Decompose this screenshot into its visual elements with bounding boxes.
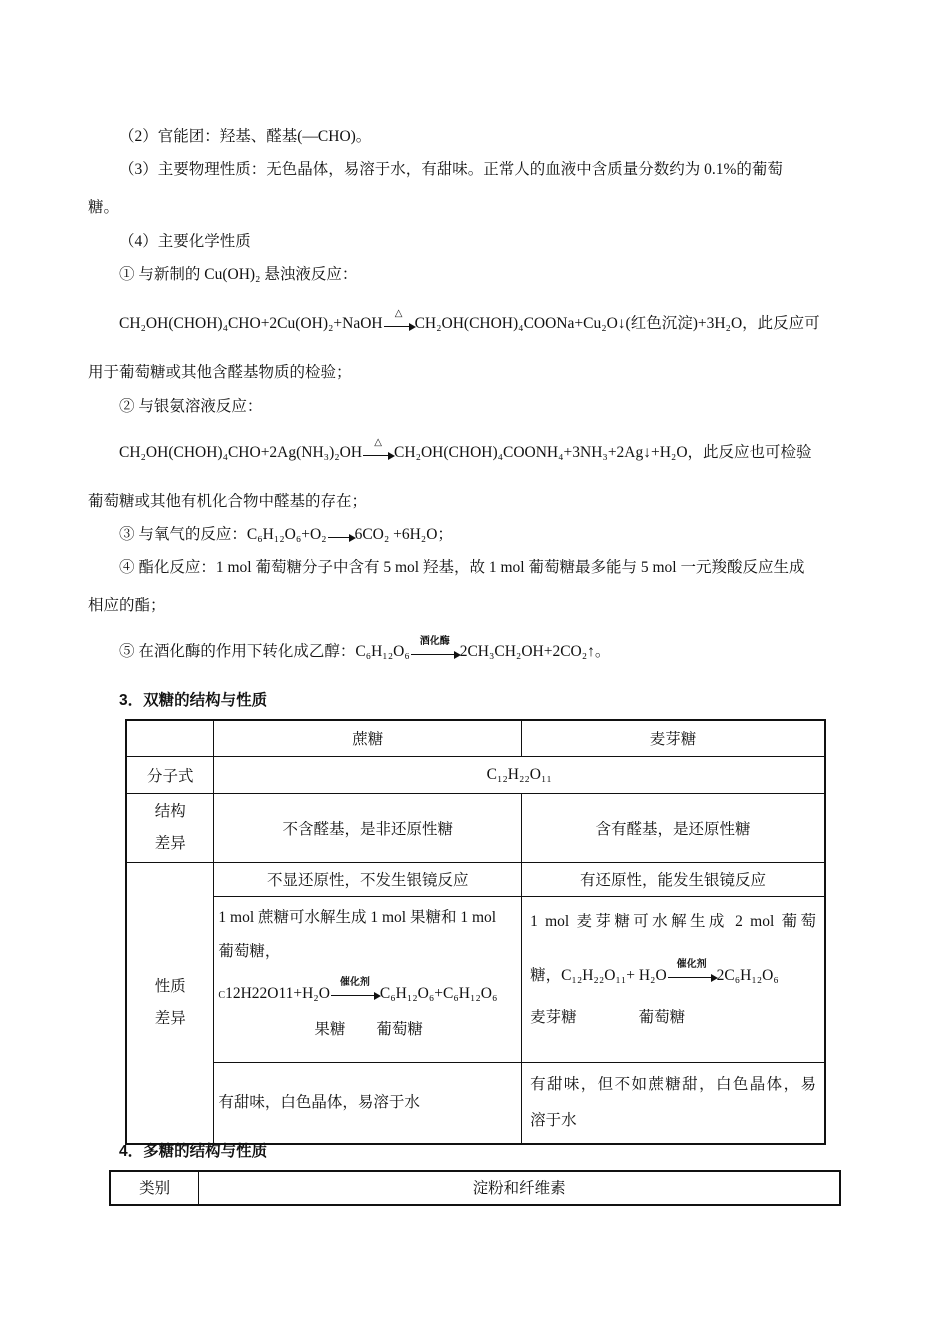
physical-properties-line-2: 糖。 [88,199,120,216]
catalyst-arrow [668,959,716,978]
functional-group-line: （2）官能团：羟基、醛基(—CHO)。 [119,128,372,145]
reaction-4-line-1: ④ 酯化反应：1 mol 葡萄糖分子中含有 5 mol 羟基，故 1 mol 葡萄糖最多能与 5 mol 一元羧酸反应生成 [119,559,805,576]
polysaccharide-heading: 4．多糖的结构与性质 [119,1143,268,1160]
maltose-reducing: 有还原性，能发生银镜反应 [522,862,825,896]
reaction-2-equation [119,436,812,464]
disaccharide-table [125,719,826,1145]
property-label [126,862,214,1144]
maltose-structure: 含有醛基，是还原性糖 [522,793,825,862]
reaction-1-left: CH₂OH(CHOH)₄CHO+2Cu(OH)₂+NaOH [119,315,383,332]
structure-label-2: 差异 [154,834,186,852]
table-row [126,793,825,862]
formula-value: C₁₂H₂₂O₁₁ [214,756,825,793]
reaction-2-right: CH₂OH(CHOH)₄COONH₄+3NH₃+2Ag↓+H₂O，此反应也可检验 [394,444,812,461]
catalyst-arrow [331,977,379,996]
maltose-hydrolysis-names: 麦芽糖 葡萄糖 [530,1008,686,1026]
reaction-1-title: ① 与新制的 Cu(OH)₂ 悬浊液反应： [119,266,358,283]
reaction-2-left: CH₂OH(CHOH)₄CHO+2Ag(NH₃)₂OH [119,444,363,461]
reaction-2-title: ② 与银氨溶液反应： [119,398,263,415]
category-value: 淀粉和纤维素 [199,1171,840,1205]
reaction-1-equation [119,307,820,335]
reaction-1-right: CH₂OH(CHOH)₄COONa+Cu₂O↓(红色沉淀)+3H₂O，此反应可 [414,315,820,332]
maltose-physical [522,1062,825,1144]
reaction-5-left: ⑤ 在酒化酶的作用下转化成乙醇：C₆H₁₂O₆ [119,643,410,660]
reaction-3-equation [119,524,453,546]
formula-label: 分子式 [126,756,214,793]
reaction-5-equation [119,635,611,663]
category-label: 类别 [110,1171,199,1205]
maltose-header: 麦芽糖 [522,720,825,756]
heat-triangle-icon: △ [394,307,403,319]
maltose-physical-line-2: 溶于水 [530,1111,577,1129]
property-label-2: 差异 [154,1009,186,1027]
sucrose-hydrolysis-names: 果糖 葡萄糖 [314,1020,423,1038]
sucrose-physical: 有甜味，白色晶体，易溶于水 [214,1062,522,1144]
reaction-5-right: 2CH₃CH₂OH+2CO₂↑。 [459,643,611,660]
table-row [126,720,825,756]
sucrose-hydrolysis-line-2: 葡萄糖， [218,942,281,960]
maltose-eq-right: 2C₆H₁₂O₆ [716,966,779,984]
maltose-eq-left: 糖，C₁₂H₂₂O₁₁+ H₂O [530,966,667,984]
property-label-1: 性质 [154,977,186,995]
physical-properties-line-1: （3）主要物理性质：无色晶体，易溶于水，有甜味。正常人的血液中含质量分数约为 0.1%的葡萄 [119,161,783,178]
reaction-2-note: 葡萄糖或其他有机化合物中醛基的存在； [88,493,368,510]
sucrose-eq-left: 12H22O11+H₂O [225,984,330,1002]
sucrose-hydrolysis [214,896,522,1062]
sucrose-eq-small-c: C [218,989,226,1001]
chemical-properties-title: （4）主要化学性质 [119,233,251,250]
sucrose-reducing: 不显还原性，不发生银镜反应 [214,862,522,896]
table-row [110,1171,840,1205]
heat-arrow [363,436,393,456]
sucrose-hydrolysis-equation [218,977,517,1013]
maltose-physical-line-1: 有甜味，但不如蔗糖甜，白色晶体，易 [530,1075,816,1093]
sucrose-hydrolysis-line-1: 1 mol 蔗糖可水解生成 1 mol 果糖和 1 mol [218,908,497,926]
reaction-4-line-2: 相应的酯； [88,597,166,614]
maltose-hydrolysis [522,896,825,1062]
heat-triangle-icon: △ [374,436,382,448]
table-row [126,896,825,1062]
maltose-hydrolysis-line-1: 1 mol 麦芽糖可水解生成 2 mol 葡萄 [530,912,816,930]
catalyst-arrow [411,635,459,655]
polysaccharide-table [109,1170,841,1206]
reaction-arrow [328,533,354,538]
reaction-1-note: 用于葡萄糖或其他含醛基物质的检验； [88,364,352,381]
reaction-3-right: 6CO₂ +6H₂O； [354,526,453,543]
structure-label [126,793,214,862]
heat-arrow [384,307,414,327]
catalyst-label: 催化剂 [339,977,370,989]
empty-header-cell [126,720,214,756]
table-row [126,862,825,896]
sucrose-header: 蔗糖 [214,720,522,756]
table-row [126,1062,825,1144]
disaccharide-heading: 3．双糖的结构与性质 [119,692,268,709]
table-row [126,756,825,793]
reaction-3-left: ③ 与氧气的反应：C₆H₁₂O₆+O₂ [119,526,327,543]
sucrose-eq-right: C₆H₁₂O₆+C₆H₁₂O₆ [379,984,498,1002]
structure-label-1: 结构 [154,802,186,820]
maltose-hydrolysis-equation [530,959,816,993]
catalyst-label: 催化剂 [676,959,707,971]
catalyst-label: 酒化酶 [419,635,450,647]
sucrose-structure: 不含醛基，是非还原性糖 [214,793,522,862]
